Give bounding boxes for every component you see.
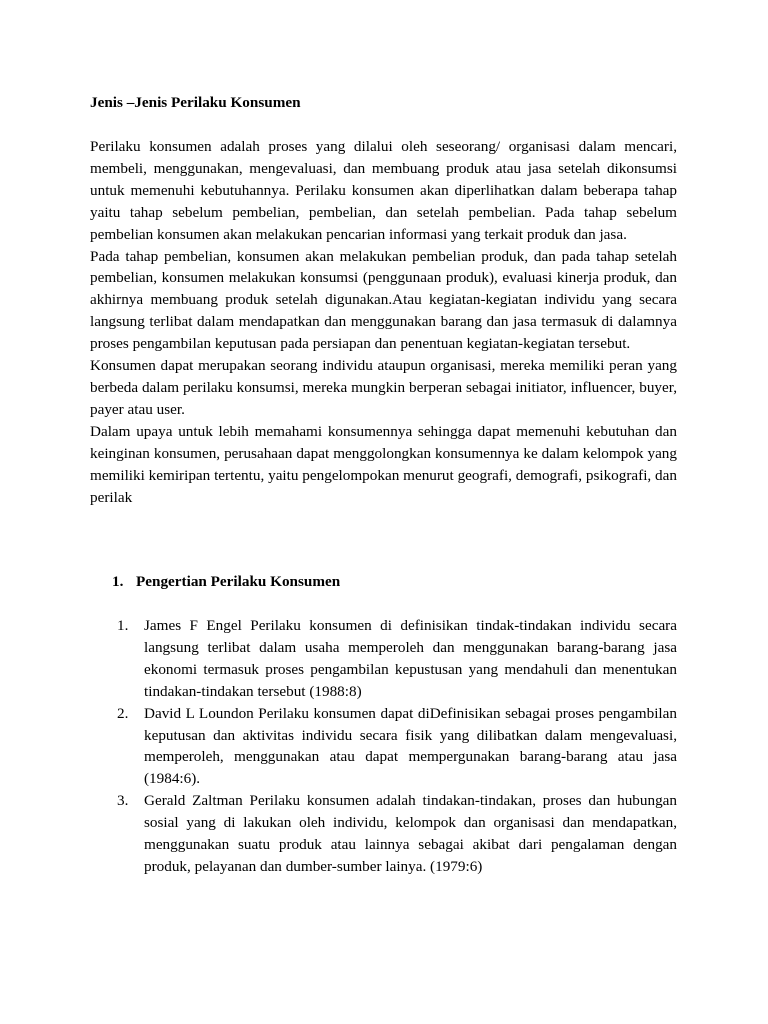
section-title: Pengertian Perilaku Konsumen xyxy=(136,573,341,590)
section-heading xyxy=(112,571,672,593)
definition-text: David L Loundon Perilaku konsumen dapat diDefinisikan sebagai proses pengambilan keputusan dan aktivitas individu secara fisik yang dilibatkan dalam mengevaluasi, memperoleh, menggunakan atau dapat mempergunakan barang-barang atau jasa (1984:6). xyxy=(144,704,677,788)
definition-text: Gerald Zaltman Perilaku konsumen adalah tindakan-tindakan, proses dan hubungan sosial yang di lakukan oleh individu, kelompok dan organisasi dan mendapatkan, menggunakan suatu produk atau lainnya sebagai akibat dari pengalaman dengan produk, pelayanan dan dumber-sumber lainya. (1979:6) xyxy=(144,792,677,875)
definition-list xyxy=(90,615,677,878)
document-title: Jenis –Jenis Perilaku Konsumen xyxy=(90,94,301,111)
definition-item xyxy=(90,703,677,791)
definition-number: 1. xyxy=(117,617,129,634)
paragraph: Pada tahap pembelian, konsumen akan melakukan pembelian produk, dan pada tahap setelah pembelian, konsumen melakukan konsumsi (penggunaan produk), evaluasi kinerja produk, dan akhirnya membuang produk setelah digunakan.Atau kegiatan-kegiatan individu yang secara langsung terlibat dalam mendapatkan dan menggunakan barang dan jasa termasuk di dalamnya proses pengambilan keputusan pada persiapan dan penentuan kegiatan-kegiatan tersebut. xyxy=(90,247,677,353)
paragraph: Perilaku konsumen adalah proses yang dilalui oleh seseorang/ organisasi dalam mencari, membeli, menggunakan, mengevaluasi, dan membuang produk atau jasa setelah dikonsumsi untuk memenuhi kebutuhannya. Perilaku konsumen akan diperlihatkan dalam beberapa tahap yaitu tahap sebelum pembelian, pembelian, dan setelah pembelian. Pada tahap sebelum pembelian konsumen akan melakukan pencarian informasi yang terkait produk dan jasa. xyxy=(90,138,677,243)
definition-item xyxy=(90,615,677,703)
paragraph: Dalam upaya untuk lebih memahami konsumennya sehingga dapat memenuhi kebutuhan dan keinginan konsumen, perusahaan dapat menggolongkan konsumennya ke dalam kelompok yang memiliki kemiripan tertentu, yaitu pengelompokan menurut geografi, demografi, psikografi, dan perilak xyxy=(90,422,677,506)
paragraph: Konsumen dapat merupakan seorang individu ataupun organisasi, mereka memiliki peran yang berbeda dalam perilaku konsumsi, mereka mungkin berperan sebagai initiator, influencer, buyer, payer atau user. xyxy=(90,357,677,418)
definition-number: 3. xyxy=(117,792,129,810)
definition-item xyxy=(90,790,677,878)
definition-number: 2. xyxy=(117,704,129,722)
section-number: 1. xyxy=(112,573,124,590)
intro-body xyxy=(90,136,677,508)
definition-text: James F Engel Perilaku konsumen di definisikan tindak-tindakan individu secara langsung terlibat dalam usaha memperoleh dan menggunakan barang-barang jasa ekonomi termasuk proses pengambilan kepustusan yang mendahuli dan menentukan tindakan-tindakan tersebut (1988:8) xyxy=(144,617,677,700)
